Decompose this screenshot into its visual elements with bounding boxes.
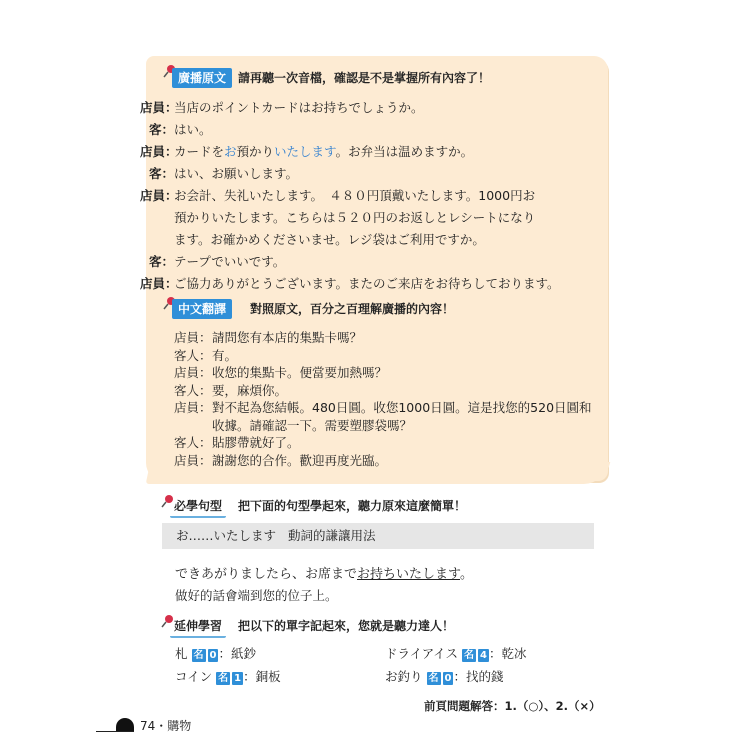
page-footer — [140, 718, 191, 734]
dialogue-line: 客：はい。 — [148, 122, 212, 137]
dialogue-line: 店員：ご協力ありがとうございます。またのご来店をお待ちしております。 — [140, 276, 560, 291]
grammar-pattern-bar — [162, 523, 594, 549]
dialogue-line: 客人：有。 — [174, 347, 238, 363]
section-tag-translation: 中文翻譯 — [172, 299, 232, 319]
dialogue-line: 店員：對不起為您結帳。480日圓。收您1000日圓。這是找您的520日圓和 — [174, 400, 592, 415]
vocab-item: 札 名 0 ：紙鈔 — [175, 646, 256, 661]
section-tag-grammar: 必學句型 — [170, 496, 226, 518]
dialogue-line: 收據。請確認一下。需要塑膠袋嗎？ — [212, 417, 413, 433]
page-number: 74 — [140, 719, 156, 733]
dialogue-line: 客：はい、お願いします。 — [148, 166, 299, 181]
dialogue-line: 店員：カードをお預かりいたします。お弁当は温めますか。 — [140, 144, 474, 159]
page-marker-icon — [116, 718, 134, 732]
grammar-example-translation: 做好的話會端到您的位子上。 — [175, 588, 338, 603]
dialogue-line: 店員：收您的集點卡。便當要加熱嗎？ — [174, 365, 388, 380]
footer-rule — [96, 731, 134, 732]
dialogue-line: 店員：請問您有本店的集點卡嗎？ — [174, 330, 363, 345]
dialogue-line: 預かりいたします。こちらは５２０円のお返しとレシートになり — [174, 210, 536, 225]
dialogue-line: ます。お確かめくださいませ。レジ袋はご利用ですか。 — [174, 232, 485, 247]
vocab-item: お釣り 名 0 ：找的錢 — [385, 669, 504, 684]
grammar-pattern-desc: 動詞的謙讓用法 — [288, 528, 376, 543]
dialogue-line: 客人：要，麻煩你。 — [174, 382, 288, 398]
grammar-example: できあがりましたら、お席までお持ちいたします。 — [175, 567, 474, 582]
section-tag-original: 廣播原文 — [172, 68, 232, 88]
previous-answers: 前頁問題解答：1.（○）、2.（×） — [424, 699, 601, 713]
dialogue-line: 客人：貼膠帶就好了。 — [174, 435, 300, 450]
dialogue-line: 店員：お会計、失礼いたします。 ４８０円頂戴いたします。1000円お — [140, 188, 536, 203]
section-instruction-grammar: 把下面的句型學起來，聽力原來這麼簡單！ — [238, 499, 467, 513]
dialogue-line: 店員：謝謝您的合作。歡迎再度光臨。 — [174, 452, 388, 468]
translation-dialogue — [174, 330, 604, 470]
grammar-pattern: お……いたします — [176, 528, 277, 543]
dialogue-line: 客：テープでいいです。 — [148, 254, 286, 269]
section-instruction-vocab: 把以下的單字記起來，您就是聽力達人！ — [238, 619, 455, 633]
vocab-item: コイン 名 1 ：銅板 — [175, 669, 281, 684]
original-dialogue — [140, 100, 600, 298]
chapter-name: ・購物 — [155, 719, 192, 733]
section-instruction-translation: 對照原文，百分之百理解廣播的內容！ — [250, 302, 455, 316]
section-instruction-original: 請再聽一次音檔，確認是不是掌握所有內容了！ — [238, 71, 491, 85]
section-tag-vocab: 延伸學習 — [170, 616, 226, 638]
vocab-item: ドライアイス 名 4 ：乾冰 — [385, 646, 527, 661]
dialogue-line: 店員：当店のポイントカードはお持ちでしょうか。 — [140, 100, 424, 115]
